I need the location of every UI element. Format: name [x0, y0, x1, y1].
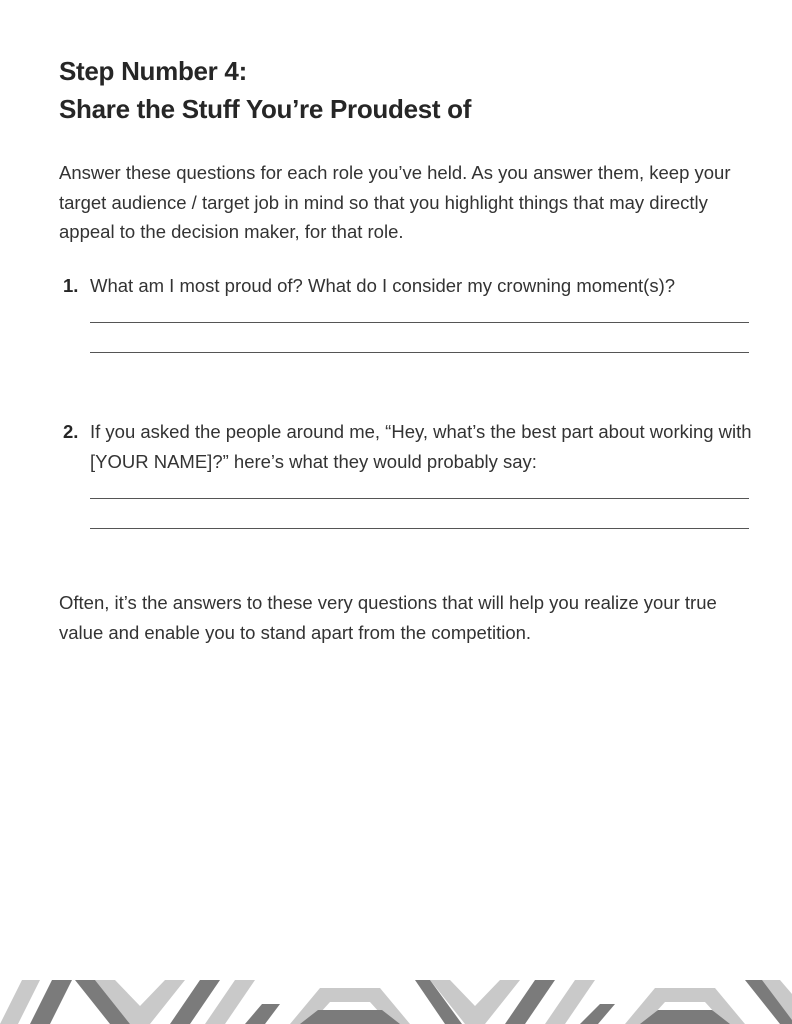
answer-line-1b[interactable] — [90, 352, 749, 353]
intro-paragraph: Answer these questions for each role you’ve held. As you answer them, keep your target audience / target job in mind so that you highlight things that may directly appeal to the decision maker, for that role. — [59, 162, 731, 242]
page-title — [59, 52, 759, 128]
question-1 — [59, 271, 759, 301]
question-2-text: If you asked the people around me, “Hey, what’s the best part about working with [YOUR NAME]?” here’s what they would probably say: — [90, 421, 752, 472]
title-subheading: Share the Stuff You’re Proudest of — [59, 94, 472, 124]
footer-decorative-pattern — [0, 980, 792, 1024]
answer-line-2a[interactable] — [90, 498, 749, 499]
question-2 — [59, 417, 759, 476]
answer-line-1a[interactable] — [90, 322, 749, 323]
answer-line-2b[interactable] — [90, 528, 749, 529]
title-step-number: Step Number 4: — [59, 56, 247, 86]
closing-paragraph: Often, it’s the answers to these very questions that will help you realize your true value and enable you to stand apart from the competition. — [59, 592, 717, 643]
question-2-number: 2. — [63, 421, 79, 442]
question-1-number: 1. — [63, 275, 79, 296]
question-1-text: What am I most proud of? What do I consider my crowning moment(s)? — [90, 275, 676, 296]
